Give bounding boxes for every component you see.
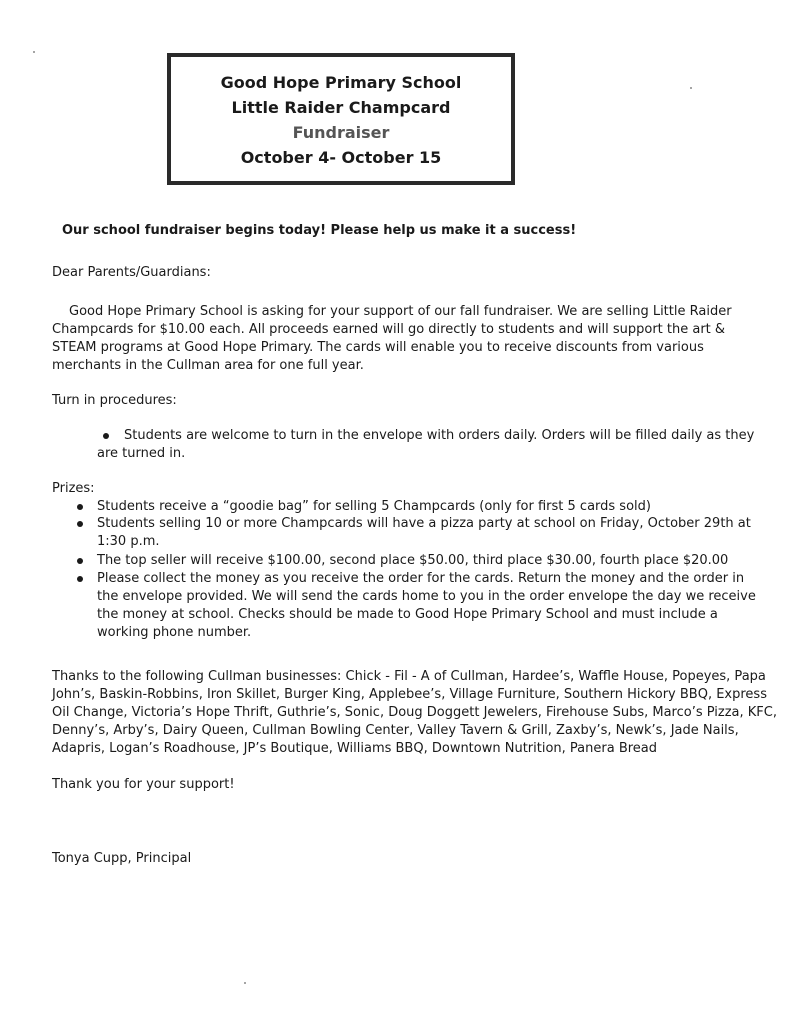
prize-2-line-1: Students selling 10 or more Champcards will have a pizza party at school on Friday, October 29th at — [97, 516, 751, 531]
bullet-icon — [77, 576, 83, 582]
prizes-heading: Prizes: — [52, 481, 95, 496]
fundraiser-dates: October 4- October 15 — [240, 148, 442, 167]
thanks-line-5: Adapris, Logan’s Roadhouse, JP’s Boutique, Williams BBQ, Downtown Nutrition, Panera Bread — [52, 741, 658, 756]
body-line-2: Champcards for $10.00 each. All proceeds earned will go directly to students and will support the art & — [52, 322, 726, 337]
bullet-icon — [103, 433, 109, 439]
prize-4-line-3: the money at school. Checks should be made to Good Hope Primary School and must include a — [97, 607, 718, 622]
scan-speck — [33, 51, 35, 53]
prize-4-line-2: the envelope provided. We will send the cards home to you in the order envelope the day we receive — [97, 589, 756, 604]
body-line-3: STEAM programs at Good Hope Primary. The cards will enable you to receive discounts from various — [52, 340, 704, 355]
thanks-line-3: Oil Change, Victoria’s Hope Thrift, Guthrie’s, Sonic, Doug Doggett Jewelers, Firehouse Subs, Marco’s Pizza, KFC, — [52, 705, 777, 720]
scan-speck — [244, 982, 246, 984]
scan-speck — [690, 87, 692, 89]
salutation: Dear Parents/Guardians: — [52, 265, 211, 280]
intro-line: Our school fundraiser begins today! Please help us make it a success! — [62, 223, 577, 238]
procedure-line-1: Students are welcome to turn in the envelope with orders daily. Orders will be filled daily as they — [124, 428, 755, 443]
prize-1-line-1: Students receive a “goodie bag” for selling 5 Champcards (only for first 5 cards sold) — [97, 499, 651, 514]
title-box — [167, 53, 515, 185]
procedures-heading: Turn in procedures: — [52, 393, 177, 408]
thanks-line-2: John’s, Baskin-Robbins, Iron Skillet, Burger King, Applebee’s, Village Furniture, Southern Hickory BBQ, Express — [52, 687, 767, 702]
prize-4-line-1: Please collect the money as you receive the order for the cards. Return the money and the order in — [97, 571, 745, 586]
procedure-line-2: are turned in. — [97, 446, 186, 461]
prize-3-line-1: The top seller will receive $100.00, second place $50.00, third place $30.00, fourth place $20.00 — [97, 553, 729, 568]
card-name: Little Raider Champcard — [231, 98, 451, 117]
prize-4-line-4: working phone number. — [97, 625, 252, 640]
thanks-line-1: Thanks to the following Cullman businesses: Chick - Fil - A of Cullman, Hardee’s, Waffle House, Popeyes, Papa — [52, 669, 766, 684]
body-line-4: merchants in the Cullman area for one full year. — [52, 358, 364, 373]
thanks-line-4: Denny’s, Arby’s, Dairy Queen, Cullman Bowling Center, Valley Tavern & Grill, Zaxby’s, Newk’s, Jade Nails, — [52, 723, 739, 738]
bullet-icon — [77, 504, 83, 510]
signature: Tonya Cupp, Principal — [52, 851, 192, 866]
bullet-icon — [77, 558, 83, 564]
school-name: Good Hope Primary School — [220, 73, 462, 92]
bullet-icon — [77, 521, 83, 527]
fundraiser-label: Fundraiser — [292, 123, 390, 142]
closing-line: Thank you for your support! — [52, 777, 235, 792]
prize-2-line-2: 1:30 p.m. — [97, 534, 160, 549]
body-line-1: Good Hope Primary School is asking for your support of our fall fundraiser. We are selling Little Raider — [69, 304, 732, 319]
